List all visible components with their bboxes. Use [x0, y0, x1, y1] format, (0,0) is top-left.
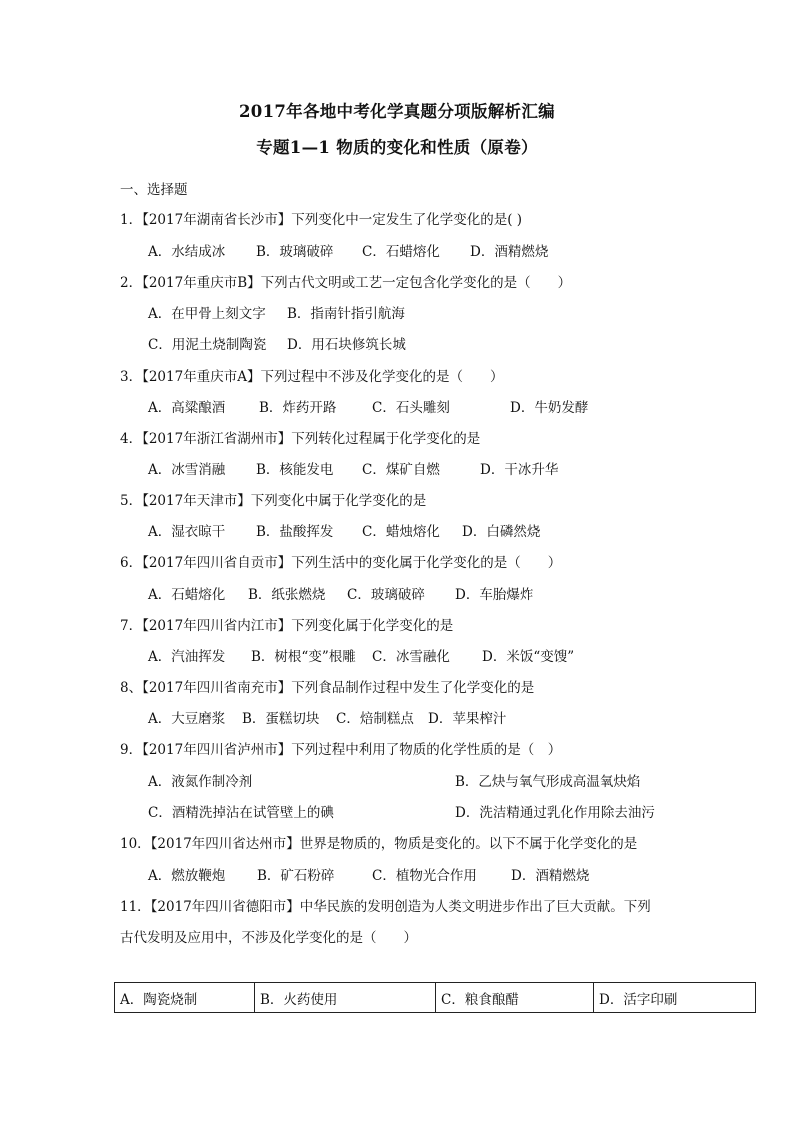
option: D．米饭“变馊”: [482, 649, 575, 665]
question-6: 6．【2017年四川省自贡市】下列生活中的变化属于化学变化的是（ ）: [120, 555, 562, 571]
option: A．石蜡熔化: [148, 587, 226, 603]
option: B．树根“变”根雕: [251, 649, 356, 665]
option: B．纸张燃烧: [248, 587, 326, 603]
option: A．液氮作制冷剂: [148, 774, 253, 790]
question-1: 1．【2017年湖南省长沙市】下列变化中一定发生了化学变化的是( ): [120, 212, 523, 228]
question-4: 4．【2017年浙江省湖州市】下列转化过程属于化学变化的是: [120, 431, 481, 447]
table-cell: C．粮食酿醋: [436, 983, 594, 1013]
option: D．牛奶发酵: [510, 400, 589, 416]
option: B．玻璃破碎: [256, 244, 334, 260]
option: C．用泥土烧制陶瓷: [148, 337, 267, 353]
question-11-continued: 古代发明及应用中，不涉及化学变化的是（ ）: [120, 930, 417, 946]
question-7: 7．【2017年四川省内江市】下列变化属于化学变化的是: [120, 618, 454, 634]
option: A．水结成冰: [148, 244, 226, 260]
option: D．苹果榨汁: [428, 711, 507, 727]
option: C．石蜡熔化: [362, 244, 440, 260]
option: D．酒精燃烧: [511, 868, 590, 884]
option: A．在甲骨上刻文字: [148, 306, 266, 322]
question-8: 8、【2017年四川省南充市】下列食品制作过程中发生了化学变化的是: [120, 680, 535, 696]
document-title: 2017年各地中考化学真题分项版解析汇编: [239, 102, 555, 121]
options-table: [114, 982, 756, 1013]
option: B．指南针指引航海: [287, 306, 405, 322]
option: A．汽油挥发: [148, 649, 226, 665]
option: B．蛋糕切块: [242, 711, 320, 727]
table-cell: B．火药使用: [255, 983, 436, 1013]
question-2: 2．【2017年重庆市B】下列古代文明或工艺一定包含化学变化的是（ ）: [120, 275, 572, 291]
question-11: 11．【2017年四川省德阳市】中华民族的发明创造为人类文明进步作出了巨大贡献。下列: [120, 899, 651, 915]
option: D．车胎爆炸: [455, 587, 534, 603]
question-5: 5．【2017年天津市】下列变化中属于化学变化的是: [120, 493, 427, 509]
option: C．煤矿自燃: [362, 462, 440, 478]
question-10: 10．【2017年四川省达州市】世界是物质的，物质是变化的。以下不属于化学变化的是: [120, 836, 638, 852]
table-row: [115, 983, 756, 1013]
table-cell: D．活字印刷: [594, 983, 756, 1013]
option: B．乙炔与氧气形成高温氧炔焰: [455, 774, 641, 790]
option: A．湿衣晾干: [148, 524, 226, 540]
option: B．炸药开路: [259, 400, 337, 416]
table-cell: A．陶瓷烧制: [115, 983, 255, 1013]
option: A．高粱酿酒: [148, 400, 226, 416]
option: B．盐酸挥发: [256, 524, 334, 540]
document-subtitle: 专题1—1 物质的变化和性质（原卷）: [256, 138, 538, 157]
option: D．用石块修筑长城: [287, 337, 406, 353]
option: D．白磷然烧: [462, 524, 541, 540]
option: D．洗洁精通过乳化作用除去油污: [455, 805, 655, 821]
question-9: 9．【2017年四川省泸州市】下列过程中利用了物质的化学性质的是（ ）: [120, 742, 562, 758]
option: A．燃放鞭炮: [148, 868, 226, 884]
option: C．酒精洗掉沾在试管壁上的碘: [148, 805, 334, 821]
option: C．蜡烛熔化: [362, 524, 440, 540]
question-3: 3．【2017年重庆市A】下列过程中不涉及化学变化的是（ ）: [120, 369, 504, 385]
option: C．焙制糕点: [336, 711, 414, 727]
option: A．冰雪消融: [148, 462, 226, 478]
option: A．大豆磨浆: [148, 711, 226, 727]
option: C．冰雪融化: [372, 649, 450, 665]
option: C．植物光合作用: [372, 868, 477, 884]
option: D．干冰升华: [480, 462, 559, 478]
section-heading: 一、选择题: [120, 182, 188, 198]
option: B．矿石粉碎: [257, 868, 335, 884]
option: D．酒精燃烧: [470, 244, 549, 260]
option: C．玻璃破碎: [347, 587, 425, 603]
option: C．石头雕刻: [372, 400, 450, 416]
option: B．核能发电: [256, 462, 334, 478]
